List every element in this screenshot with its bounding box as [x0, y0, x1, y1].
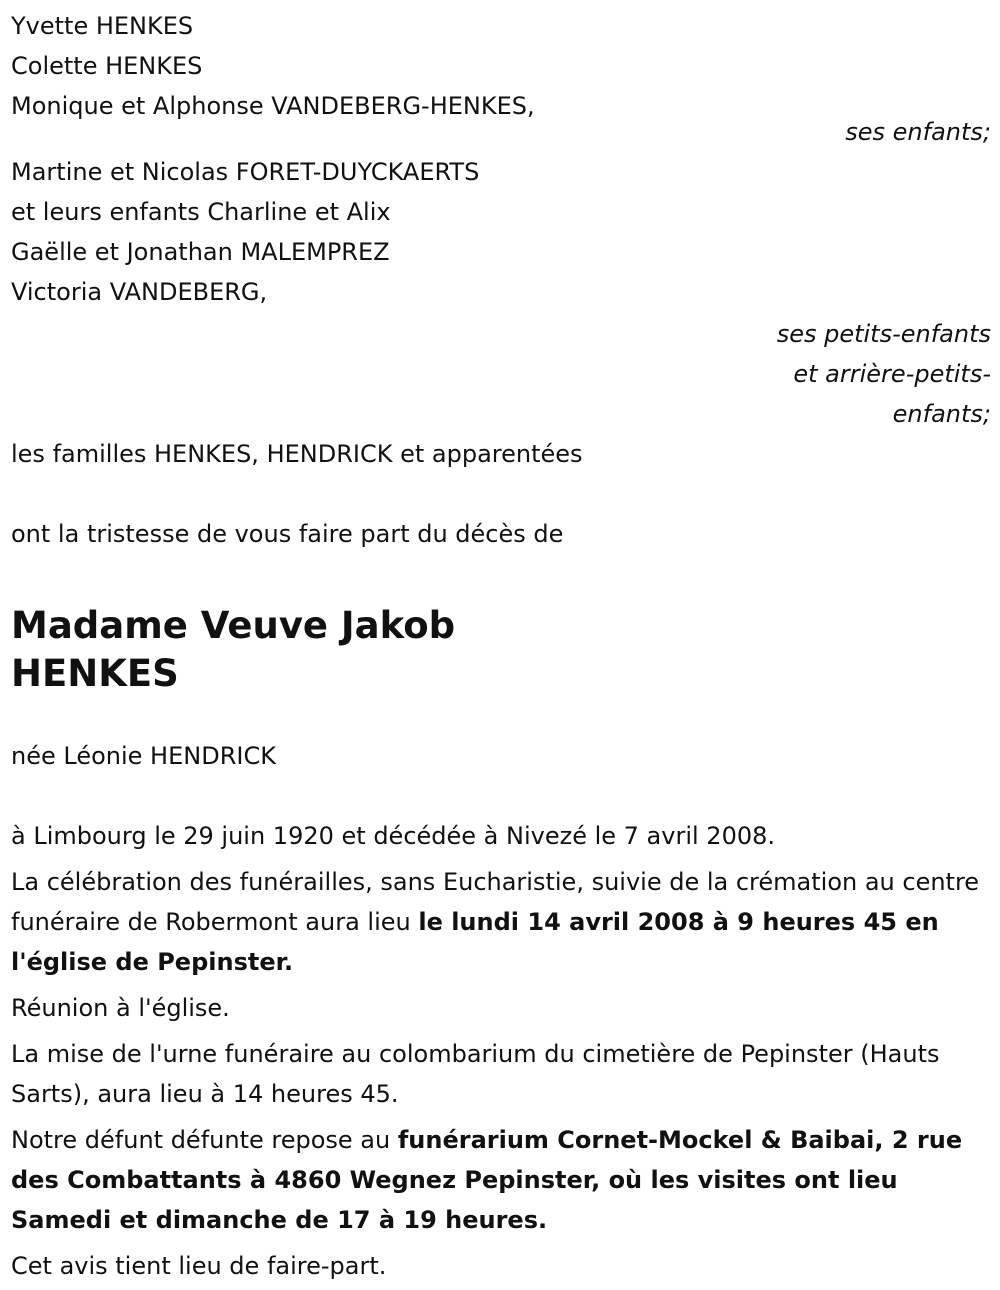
grandchildren-label-line-2: et arrière-petits-	[793, 360, 991, 388]
birth-name: née Léonie HENDRICK	[11, 742, 276, 770]
child-name-2: Colette HENKES	[11, 52, 203, 80]
grandchildren-label-line-3: enfants;	[892, 400, 991, 428]
child-name-1: Yvette HENKES	[11, 12, 194, 40]
deceased-name-line-2: HENKES	[11, 652, 179, 695]
rest-text: Notre défunt défunte repose au	[11, 1126, 398, 1154]
child-name-3: Monique et Alphonse VANDEBERG-HENKES,	[11, 92, 535, 120]
ceremony-text: La célébration des funérailles, sans Eucharistie, suivie de la crémation au centre funéraire de Robermont aura lieu	[11, 868, 980, 936]
ceremony-paragraph	[11, 862, 991, 982]
ceremony-date-bold: le lundi 14 avril 2008 à 9 heures 45 en l'église de Pepinster.	[11, 908, 939, 976]
grandchild-name-4: Victoria VANDEBERG,	[11, 278, 268, 306]
closing-paragraph: Cet avis tient lieu de faire-part.	[11, 1252, 387, 1280]
children-label: ses enfants;	[845, 118, 991, 146]
urn-paragraph: La mise de l'urne funéraire au colombarium du cimetière de Pepinster (Hauts Sarts), aura lieu à 14 heures 45.	[11, 1040, 940, 1108]
meeting-paragraph: Réunion à l'église.	[11, 994, 230, 1022]
rest-paragraph	[11, 1120, 991, 1240]
rest-location-bold: funérarium Cornet-Mockel & Baibai, 2 rue des Combattants à 4860 Wegnez Pepinster, où les visites ont lieu Samedi et dimanche de 17 à 19 heures.	[11, 1126, 963, 1234]
grandchild-name-2: et leurs enfants Charline et Alix	[11, 198, 391, 226]
dates-paragraph: à Limbourg le 29 juin 1920 et décédée à Nivezé le 7 avril 2008.	[11, 822, 776, 850]
grandchild-name-1: Martine et Nicolas FORET-DUYCKAERTS	[11, 158, 480, 186]
families-line: les familles HENKES, HENDRICK et apparentées	[11, 440, 583, 468]
grandchild-name-3: Gaëlle et Jonathan MALEMPREZ	[11, 238, 390, 266]
obituary-notice	[11, 0, 991, 1286]
deceased-name-line-1: Madame Veuve Jakob	[11, 604, 456, 647]
announcement-line: ont la tristesse de vous faire part du décès de	[11, 520, 564, 548]
grandchildren-label-line-1: ses petits-enfants	[776, 320, 991, 348]
